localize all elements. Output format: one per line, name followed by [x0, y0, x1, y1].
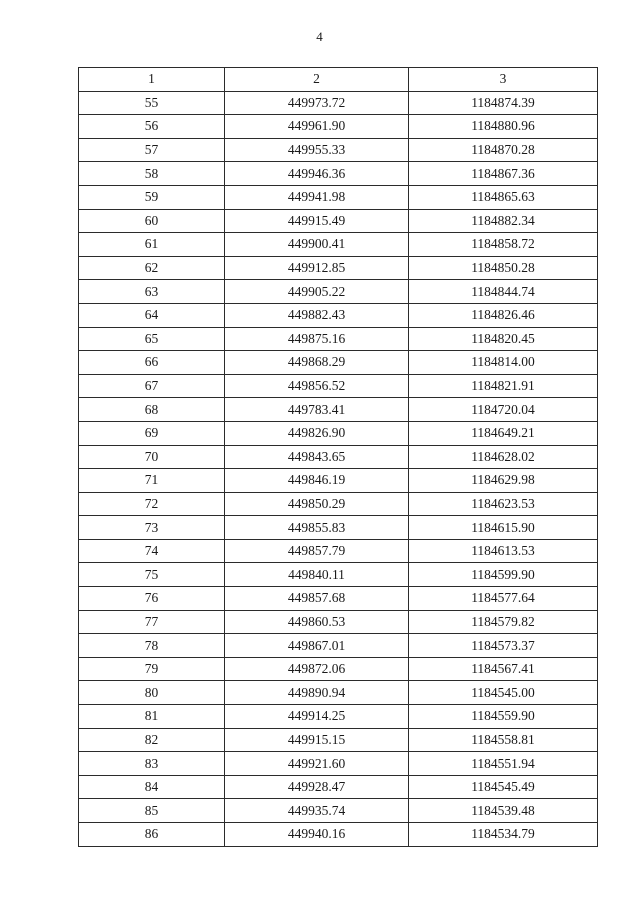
x-coordinate-cell: 449935.74	[225, 799, 409, 823]
x-coordinate-cell: 449868.29	[225, 351, 409, 375]
x-coordinate-cell: 449850.29	[225, 492, 409, 516]
point-number-cell: 73	[79, 516, 225, 540]
point-number-cell: 78	[79, 634, 225, 658]
table-row	[79, 705, 598, 729]
x-coordinate-cell: 449856.52	[225, 374, 409, 398]
point-number-cell: 86	[79, 823, 225, 847]
point-number-cell: 57	[79, 138, 225, 162]
table-row	[79, 657, 598, 681]
y-coordinate-cell: 1184826.46	[409, 303, 598, 327]
column-header-point-number: 1	[79, 68, 225, 92]
y-coordinate-cell: 1184814.00	[409, 351, 598, 375]
x-coordinate-cell: 449860.53	[225, 610, 409, 634]
point-number-cell: 64	[79, 303, 225, 327]
point-number-cell: 68	[79, 398, 225, 422]
x-coordinate-cell: 449857.68	[225, 587, 409, 611]
point-number-cell: 60	[79, 209, 225, 233]
table-row	[79, 587, 598, 611]
point-number-cell: 76	[79, 587, 225, 611]
y-coordinate-cell: 1184545.49	[409, 775, 598, 799]
table-row	[79, 563, 598, 587]
table-row	[79, 681, 598, 705]
point-number-cell: 66	[79, 351, 225, 375]
y-coordinate-cell: 1184820.45	[409, 327, 598, 351]
table-row	[79, 327, 598, 351]
x-coordinate-cell: 449941.98	[225, 185, 409, 209]
y-coordinate-cell: 1184720.04	[409, 398, 598, 422]
x-coordinate-cell: 449928.47	[225, 775, 409, 799]
point-number-cell: 55	[79, 91, 225, 115]
y-coordinate-cell: 1184649.21	[409, 421, 598, 445]
point-number-cell: 61	[79, 233, 225, 257]
point-number-cell: 83	[79, 752, 225, 776]
table-row	[79, 138, 598, 162]
table-row	[79, 374, 598, 398]
x-coordinate-cell: 449857.79	[225, 539, 409, 563]
x-coordinate-cell: 449955.33	[225, 138, 409, 162]
y-coordinate-cell: 1184567.41	[409, 657, 598, 681]
x-coordinate-cell: 449855.83	[225, 516, 409, 540]
x-coordinate-cell: 449921.60	[225, 752, 409, 776]
point-number-cell: 80	[79, 681, 225, 705]
point-number-cell: 67	[79, 374, 225, 398]
x-coordinate-cell: 449914.25	[225, 705, 409, 729]
point-number-cell: 74	[79, 539, 225, 563]
table-row	[79, 303, 598, 327]
table-row	[79, 209, 598, 233]
x-coordinate-cell: 449872.06	[225, 657, 409, 681]
y-coordinate-cell: 1184867.36	[409, 162, 598, 186]
table-row	[79, 539, 598, 563]
table-row	[79, 233, 598, 257]
table-row	[79, 469, 598, 493]
y-coordinate-cell: 1184858.72	[409, 233, 598, 257]
point-number-cell: 63	[79, 280, 225, 304]
point-number-cell: 75	[79, 563, 225, 587]
y-coordinate-cell: 1184844.74	[409, 280, 598, 304]
y-coordinate-cell: 1184628.02	[409, 445, 598, 469]
table-row	[79, 492, 598, 516]
x-coordinate-cell: 449905.22	[225, 280, 409, 304]
table-header-row	[79, 68, 598, 92]
point-number-cell: 82	[79, 728, 225, 752]
table-row	[79, 256, 598, 280]
table-row	[79, 634, 598, 658]
y-coordinate-cell: 1184880.96	[409, 115, 598, 139]
table-row	[79, 115, 598, 139]
x-coordinate-cell: 449961.90	[225, 115, 409, 139]
x-coordinate-cell: 449973.72	[225, 91, 409, 115]
table-row	[79, 823, 598, 847]
table-row	[79, 162, 598, 186]
point-number-cell: 69	[79, 421, 225, 445]
x-coordinate-cell: 449915.15	[225, 728, 409, 752]
y-coordinate-cell: 1184629.98	[409, 469, 598, 493]
table-row	[79, 398, 598, 422]
x-coordinate-cell: 449946.36	[225, 162, 409, 186]
x-coordinate-cell: 449940.16	[225, 823, 409, 847]
table-row	[79, 185, 598, 209]
table-row	[79, 445, 598, 469]
point-number-cell: 59	[79, 185, 225, 209]
table-row	[79, 610, 598, 634]
y-coordinate-cell: 1184623.53	[409, 492, 598, 516]
y-coordinate-cell: 1184882.34	[409, 209, 598, 233]
point-number-cell: 84	[79, 775, 225, 799]
x-coordinate-cell: 449846.19	[225, 469, 409, 493]
table-row	[79, 516, 598, 540]
x-coordinate-cell: 449915.49	[225, 209, 409, 233]
y-coordinate-cell: 1184551.94	[409, 752, 598, 776]
table-row	[79, 752, 598, 776]
coordinates-table	[78, 67, 598, 847]
point-number-cell: 77	[79, 610, 225, 634]
table-row	[79, 775, 598, 799]
x-coordinate-cell: 449826.90	[225, 421, 409, 445]
x-coordinate-cell: 449882.43	[225, 303, 409, 327]
y-coordinate-cell: 1184558.81	[409, 728, 598, 752]
point-number-cell: 58	[79, 162, 225, 186]
table-row	[79, 799, 598, 823]
y-coordinate-cell: 1184573.37	[409, 634, 598, 658]
x-coordinate-cell: 449840.11	[225, 563, 409, 587]
point-number-cell: 56	[79, 115, 225, 139]
column-header-x: 2	[225, 68, 409, 92]
x-coordinate-cell: 449890.94	[225, 681, 409, 705]
y-coordinate-cell: 1184615.90	[409, 516, 598, 540]
y-coordinate-cell: 1184545.00	[409, 681, 598, 705]
page-number: 4	[316, 29, 323, 44]
x-coordinate-cell: 449900.41	[225, 233, 409, 257]
x-coordinate-cell: 449875.16	[225, 327, 409, 351]
y-coordinate-cell: 1184579.82	[409, 610, 598, 634]
x-coordinate-cell: 449912.85	[225, 256, 409, 280]
table-row	[79, 280, 598, 304]
y-coordinate-cell: 1184534.79	[409, 823, 598, 847]
point-number-cell: 70	[79, 445, 225, 469]
table-row	[79, 351, 598, 375]
y-coordinate-cell: 1184599.90	[409, 563, 598, 587]
y-coordinate-cell: 1184821.91	[409, 374, 598, 398]
point-number-cell: 71	[79, 469, 225, 493]
y-coordinate-cell: 1184850.28	[409, 256, 598, 280]
table-body	[79, 91, 598, 846]
table-row	[79, 421, 598, 445]
y-coordinate-cell: 1184865.63	[409, 185, 598, 209]
y-coordinate-cell: 1184559.90	[409, 705, 598, 729]
point-number-cell: 62	[79, 256, 225, 280]
y-coordinate-cell: 1184613.53	[409, 539, 598, 563]
point-number-cell: 81	[79, 705, 225, 729]
point-number-cell: 85	[79, 799, 225, 823]
y-coordinate-cell: 1184874.39	[409, 91, 598, 115]
x-coordinate-cell: 449843.65	[225, 445, 409, 469]
point-number-cell: 79	[79, 657, 225, 681]
y-coordinate-cell: 1184539.48	[409, 799, 598, 823]
table-row	[79, 728, 598, 752]
x-coordinate-cell: 449867.01	[225, 634, 409, 658]
point-number-cell: 65	[79, 327, 225, 351]
y-coordinate-cell: 1184870.28	[409, 138, 598, 162]
x-coordinate-cell: 449783.41	[225, 398, 409, 422]
point-number-cell: 72	[79, 492, 225, 516]
table-row	[79, 91, 598, 115]
column-header-y: 3	[409, 68, 598, 92]
y-coordinate-cell: 1184577.64	[409, 587, 598, 611]
